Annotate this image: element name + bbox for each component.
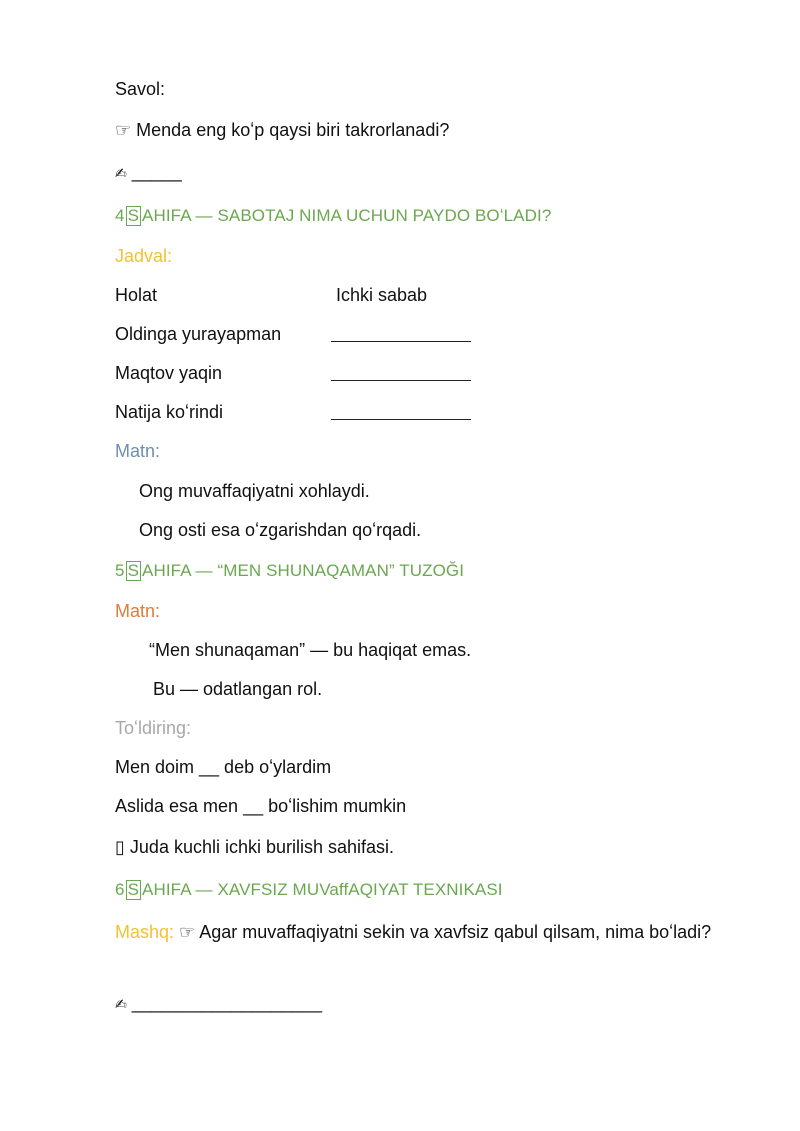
savol-label: Savol:: [115, 79, 166, 99]
page5-number: 5: [115, 561, 125, 580]
page5-heading: [115, 559, 464, 583]
fill-line[interactable]: Men doim __ deb oʻylardim: [115, 757, 332, 777]
mashq-text: Agar muvaffaqiyatni sekin va xavfsiz qabul qilsam, nima boʻladi?: [199, 922, 712, 942]
table-row-holat: Natija koʻrindi: [115, 402, 224, 422]
writing-hand-icon: ✍: [115, 165, 127, 181]
toldiring-label: Toʻldiring:: [115, 718, 192, 738]
page5-matn-line: “Men shunaqaman” — bu haqiqat emas.: [149, 640, 472, 660]
savol-question-line: [115, 118, 449, 142]
page4-heading: [115, 204, 551, 228]
jadval-label: Jadval:: [115, 246, 173, 266]
page4-matn-line: Ong muvaffaqiyatni xohlaydi.: [139, 481, 370, 501]
table-row-blank[interactable]: [331, 380, 471, 381]
note-line: [115, 835, 394, 859]
mashq-answer-line: [115, 991, 322, 1016]
page5-box-letter: S: [127, 561, 140, 580]
table-row-blank[interactable]: [331, 419, 471, 420]
page4-title: AHIFA — SABOTAJ NIMA UCHUN PAYDO BOʻLADI?: [142, 206, 552, 225]
mashq-paragraph: [115, 918, 715, 947]
page5-title: AHIFA — “MEN SHUNAQAMAN” TUZOĞI: [142, 561, 465, 580]
note-text: Juda kuchli ichki burilish sahifasi.: [129, 837, 395, 857]
table-row-holat: Maqtov yaqin: [115, 363, 223, 383]
savol-question: Menda eng koʻp qaysi biri takrorlanadi?: [136, 120, 450, 140]
fill-line[interactable]: Aslida esa men __ boʻlishim mumkin: [115, 796, 407, 816]
missing-glyph-icon: ▯: [115, 837, 125, 857]
page5-matn-label: Matn:: [115, 601, 161, 621]
page6-heading: [115, 878, 503, 902]
writing-hand-icon: ✍: [115, 996, 127, 1012]
page6-number: 6: [115, 880, 125, 899]
page4-box-letter: S: [127, 206, 140, 225]
page4-matn-label: Matn:: [115, 441, 161, 461]
pointing-hand-icon: ☞: [179, 922, 196, 942]
table-row-holat: Oldinga yurayapman: [115, 324, 282, 344]
pointing-hand-icon: ☞: [115, 120, 132, 140]
table-header-holat: Holat: [115, 285, 158, 305]
page4-number: 4: [115, 206, 125, 225]
page5-matn-line: Bu — odatlangan rol.: [153, 679, 323, 699]
page6-box-letter: S: [127, 880, 140, 899]
page4-matn-line: Ong osti esa oʻzgarishdan qoʻrqadi.: [139, 520, 422, 540]
savol-answer-line: [115, 160, 182, 185]
table-header-ichki-sabab: Ichki sabab: [336, 285, 428, 305]
table-row-blank[interactable]: [331, 341, 471, 342]
page6-title: AHIFA — XAVFSIZ MUVaffAQIYAT TEXNIKASI: [142, 880, 503, 899]
mashq-label: Mashq:: [115, 922, 175, 942]
savol-answer-blank[interactable]: _____: [131, 162, 182, 182]
mashq-answer-blank[interactable]: ___________________: [131, 993, 322, 1013]
